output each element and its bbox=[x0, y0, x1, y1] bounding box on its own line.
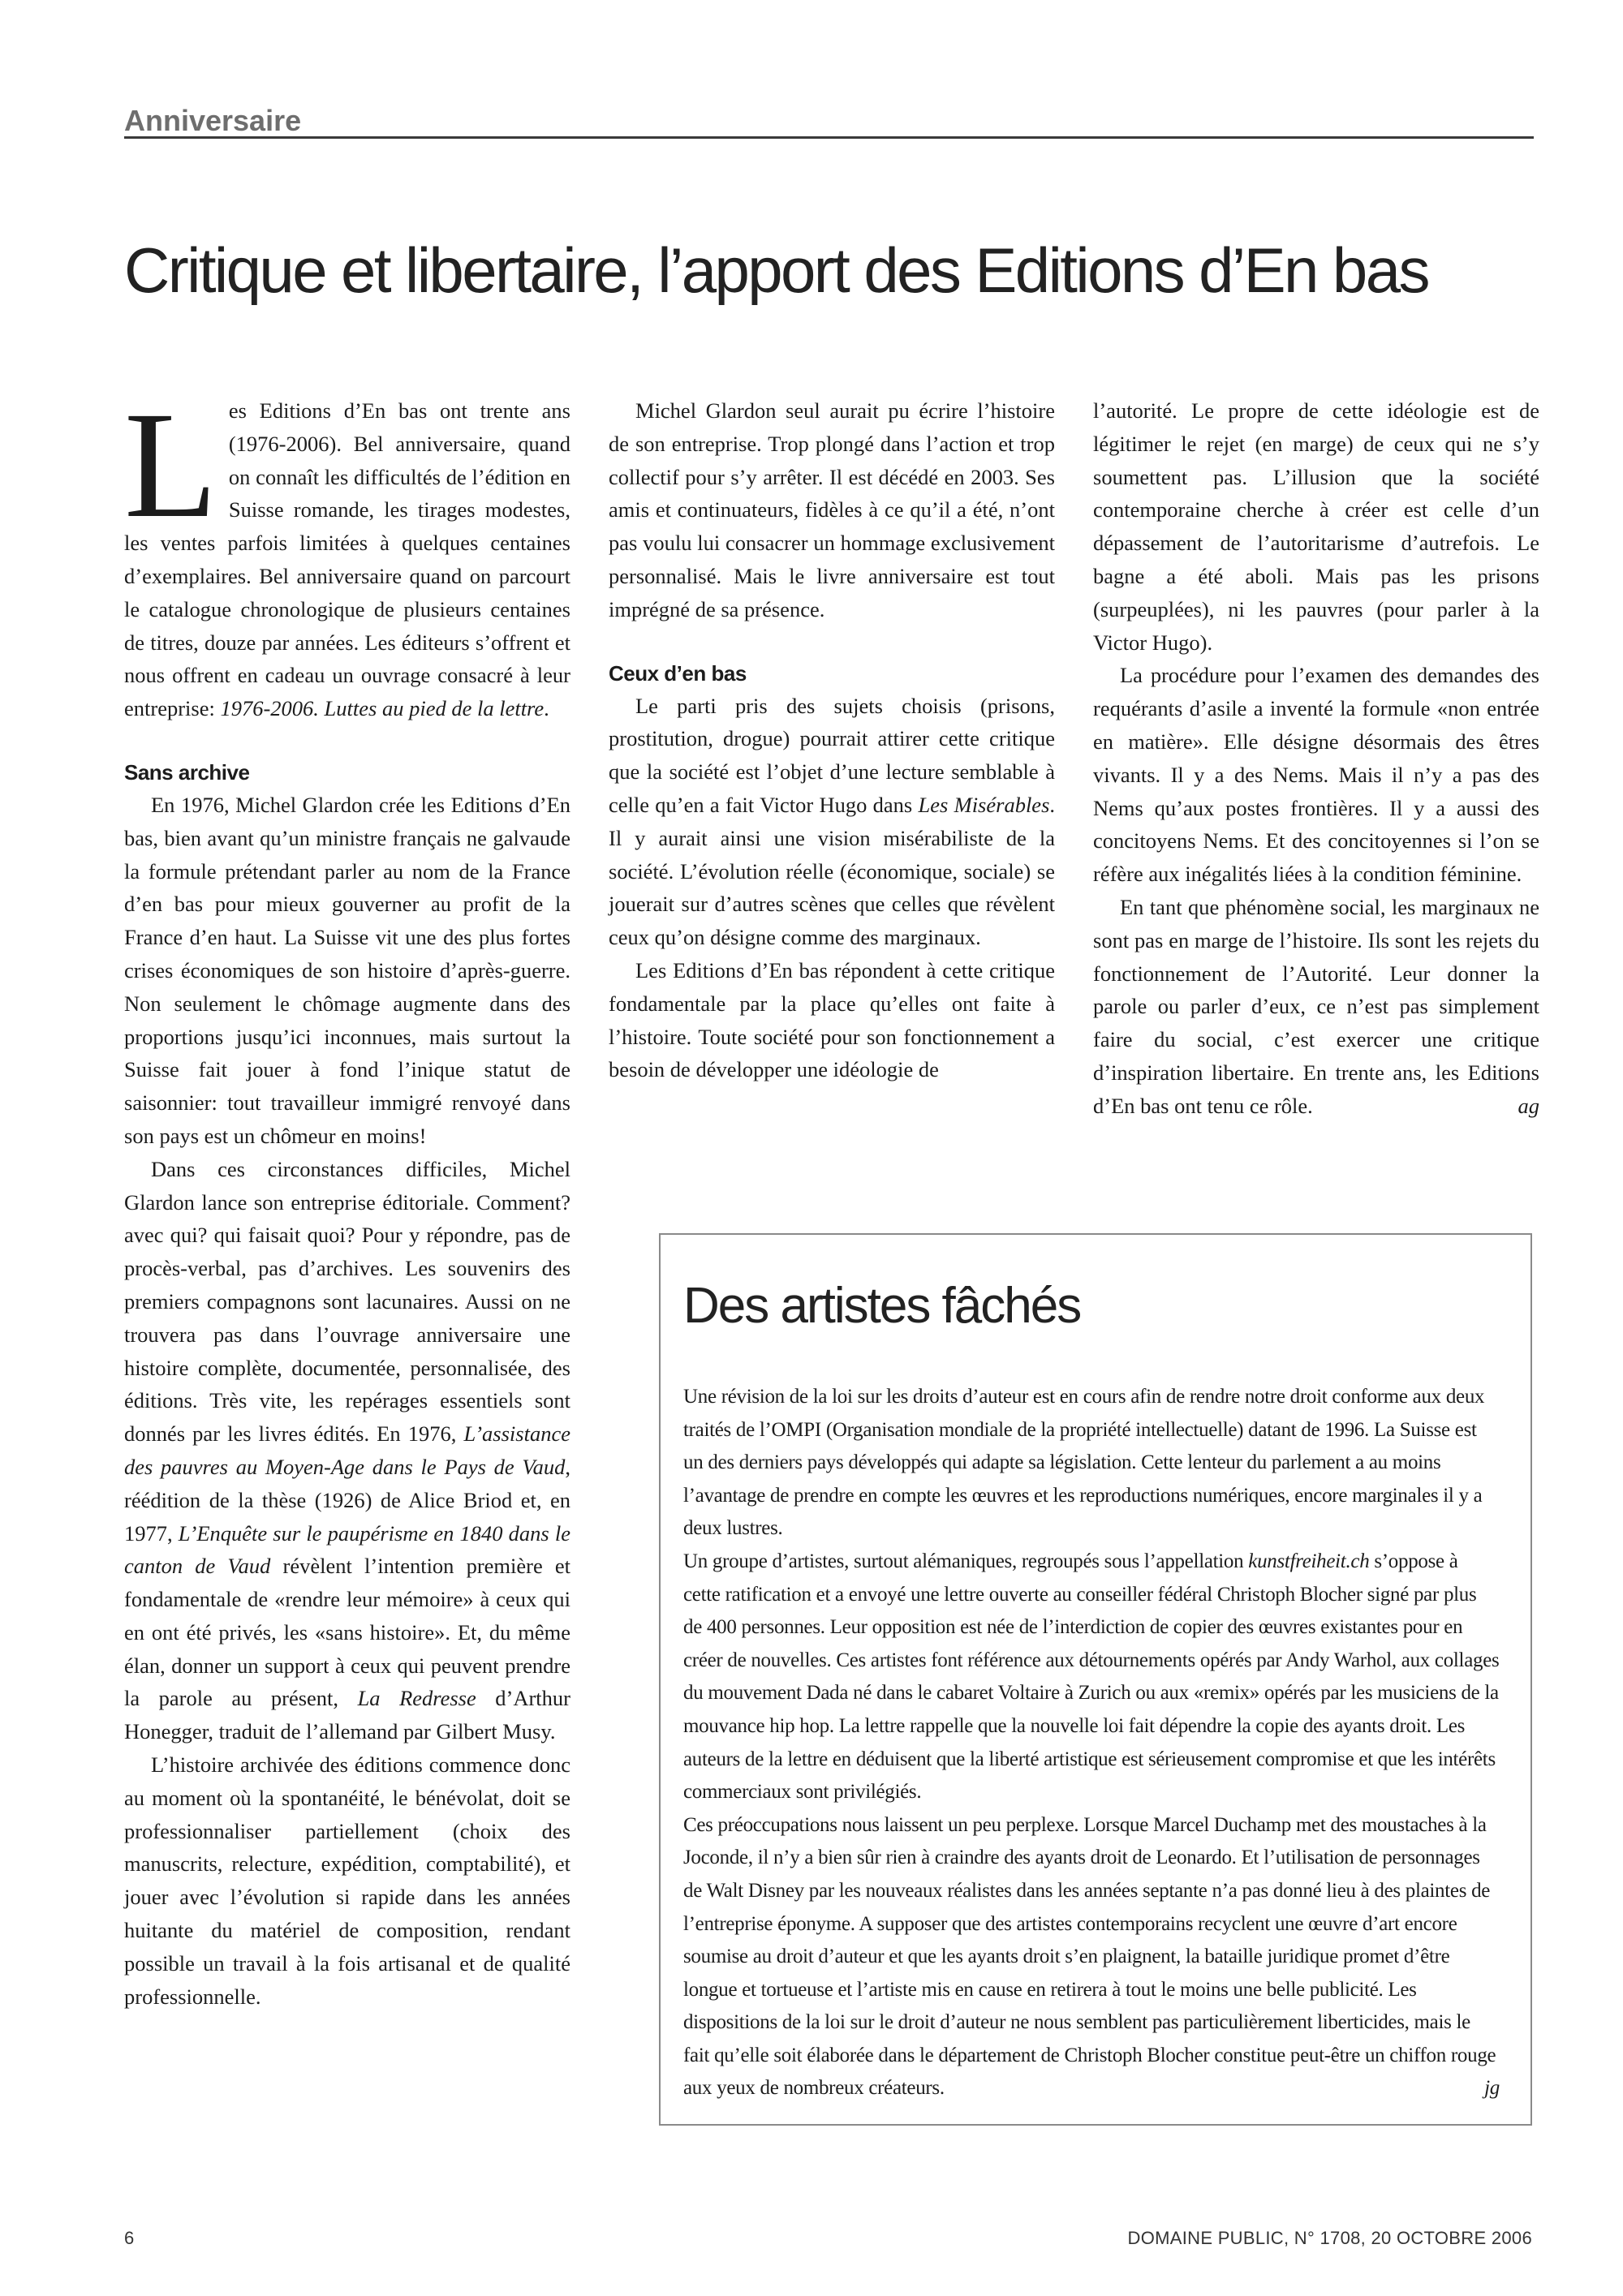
article-column-1 bbox=[124, 380, 570, 2013]
box-signature: jg bbox=[1484, 2077, 1500, 2100]
website-name: kunstfreiheit.ch bbox=[1248, 1550, 1370, 1572]
sidebar-box bbox=[659, 1233, 1532, 2126]
section-label: Anniversaire bbox=[124, 104, 302, 137]
article-column-3 bbox=[1093, 394, 1539, 1123]
book-title: 1976-2006. Luttes au pied de la lettre bbox=[220, 696, 545, 721]
box-body bbox=[683, 1381, 1500, 2105]
paragraph: En 1976, Michel Glardon crée les Editions d’En bas, bien avant qu’un ministre français ne galvaude la formule prétendant parler au nom de la France d’en bas pour mieux gouverner au profit de la France d’en haut. La Suisse vit une des plus fortes crises économiques de son histoire d’après-guerre. Non seulement le chômage augmente dans des proportions jusqu’ici inconnues, mais surtout la Suisse fait jouer à fond l’inique statut de saisonnier: tout travailleur immigré renvoyé dans son pays est un chômeur en moins! bbox=[124, 792, 570, 1148]
book-title: L’assistance des pauvres au Moyen-Age dans le Pays de Vaud bbox=[124, 1421, 570, 1479]
author-signature: ag bbox=[1518, 1093, 1539, 1118]
paragraph: Dans ces circonstances difficiles, Michel Glardon lance son entreprise éditoriale. Comment? avec qui? qui faisait quoi? Pour y répondre, pas de procès-verbal, pas d’archives. Les souvenirs des premiers compagnons sont lacunaires. Aussi on ne trouvera pas dans l’ouvrage anniversaire une histoire complète, documentée, personnalisée, des éditions. Très vite, les repérages essentiels sont donnés par les livres édités. En 1976, L’assistance des pauvres au Moyen-Age dans le Pays de Vaud, réédition de la thèse (1926) de Alice Briod et, en 1977, L’Enquête sur le paupérisme en 1840 dans le canton de Vaud révèlent l’intention première et fondamentale de «rendre leur mémoire» à ceux qui en ont été privés, les «sans histoire». Et, du même élan, donner un support à ceux qui peuvent prendre la parole au présent, La Redresse d’Arthur Honegger, traduit de l’allemand par Gilbert Musy. bbox=[124, 1156, 570, 1744]
article-column-2 bbox=[609, 394, 1055, 1086]
book-title: La Redresse bbox=[357, 1686, 476, 1711]
box-paragraph: Un groupe d’artistes, surtout alémaniques, regroupés sous l’appellation kunstfreiheit.ch s’oppose à cette ratification et a envoyé une lettre ouverte au conseiller fédéral Christoph Blocher signé par plus de 400 personnes. Leur opposition est née de l’interdiction de copier des œuvres existantes pour en créer de nouvelles. Ces artistes font référence aux détournements opérés par Andy Warhol, aux collages du mouvement Dada né dans le cabaret Voltaire à Zurich ou aux «remix» opérés par les musiciens de la mouvance hip hop. La lettre rappelle que la nouvelle loi fait dépendre la copie des ayants droit. Les auteurs de la lettre en déduisent que la liberté artistique est sérieusement compromise et que les intérêts commerciaux sont privilégiés. bbox=[683, 1550, 1500, 1804]
paragraph: Michel Glardon seul aurait pu écrire l’histoire de son entreprise. Trop plongé dans l’action et trop collectif pour s’y arrêter. Il est décédé en 2003. Ses amis et continuateurs, fidèles à ce qu’il a été, n’ont pas voulu lui consacrer un hommage exclusivement personnalisé. Mais le livre anniversaire est tout imprégné de sa présence. bbox=[609, 398, 1055, 621]
subheading-ceux-d-en-bas: Ceux d’en bas bbox=[609, 660, 747, 686]
paragraph: Le parti pris des sujets choisis (prisons, prostitution, drogue) pourrait attirer cette critique que la société est l’objet d’une lecture semblable à celle qu’en a fait Victor Hugo dans Les Misérables. Il y aurait ainsi une vision misérabiliste de la société. L’évolution réelle (économique, sociale) se jouerait sur d’autres scènes que celles que révèlent ceux qu’on désigne comme des marginaux. bbox=[609, 693, 1056, 950]
paragraph: En tant que phénomène social, les marginaux ne sont pas en marge de l’histoire. Ils sont les rejets du fonctionnement de l’Autorité. Leur donner la parole ou parler d’eux, ce n’est pas simplement faire du social, c’est exercer une critique d’inspiration libertaire. En trente ans, les Editions d’En bas ont tenu ce rôle. ag bbox=[1093, 891, 1539, 1123]
paragraph: l’autorité. Le propre de cette idéologie est de légitimer le rejet (en marge) de ceux qui ne s’y soumettent pas. L’illusion que la société contemporaine cherche à créer est celle d’un dépassement de l’autoritarisme d’autrefois. Le bagne a été aboli. Mais pas les prisons (surpeuplées), ni les pauvres (pour parler à la Victor Hugo). bbox=[1093, 398, 1539, 655]
subheading-sans-archive: Sans archive bbox=[124, 759, 250, 785]
box-paragraph: Ces préoccupations nous laissent un peu perplexe. Lorsque Marcel Duchamp met des moustaches à la Joconde, il n’y a bien sûr rien à craindre des ayants droit de Leonardo. Et l’utilisation de personnages de Walt Disney par les nouveaux réalistes dans les années septante n’a pas donné lieu à des plaintes de l’entreprise éponyme. A supposer que des artistes contemporains recyclent une œuvre d’art encore soumise au droit d’auteur et que les ayants droit s’en plaignent, la bataille juridique promet d’être longue et tortueuse et l’artiste mis en cause en retirera à tout le moins une belle publicité. Les dispositions de la loi sur le droit d’auteur ne nous semblent pas particulièrement liberticides, mais le fait qu’elle soit élaborée dans le département de Christoph Blocher constitue peut-être un chiffon rouge aux yeux de nombreux créateurs. jg bbox=[683, 1809, 1500, 2105]
intro-paragraph: Les Editions d’En bas ont trente ans (1976-2006). Bel anniversaire, quand on connaît les difficultés de l’édition en Suisse romande, les tirages modestes, les ventes parfois limitées à quelques centaines d’exemplaires. Bel anniversaire quand on parcourt le catalogue chronologique de plusieurs centaines de titres, douze par années. Les éditeurs s’offrent et nous offrent en cadeau un ouvrage consacré à leur entreprise: 1976-2006. Luttes au pied de la lettre. bbox=[124, 380, 570, 721]
paragraph: L’histoire archivée des éditions commence donc au moment où la spontanéité, le bénévolat, doit se professionnaliser partiellement (choix des manuscrits, relecture, expédition, comptabilité), et jouer avec l’évolution si rapide dans les années huitante du matériel de composition, rendant possible un travail à la fois artisanal et de qualité professionnelle. bbox=[124, 1752, 570, 2009]
book-title: Les Misérables bbox=[918, 792, 1050, 817]
box-paragraph: Une révision de la loi sur les droits d’auteur est en cours afin de rendre notre droit conforme aux deux traités de l’OMPI (Organisation mondiale de la propriété intellectuelle) datant de 1996. La Suisse est un des derniers pays développés qui adapte sa législation. Cette lenteur du parlement a au moins l’avantage de prendre en compte les œuvres et les reproductions numériques, encore marginales il y a deux lustres. bbox=[683, 1386, 1485, 1540]
book-title: L’Enquête sur le paupérisme en 1840 dans le canton de Vaud bbox=[124, 1520, 570, 1579]
drop-cap: L bbox=[124, 380, 217, 549]
publication-issue: DOMAINE PUBLIC, N° 1708, 20 OCTOBRE 2006 bbox=[1127, 2228, 1532, 2248]
paragraph: Les Editions d’En bas répondent à cette critique fondamentale par la place qu’elles ont faite à l’histoire. Toute société pour son fonctionnement a besoin de développer une idéologie de bbox=[609, 957, 1055, 1082]
page-number: 6 bbox=[124, 2228, 135, 2248]
section-header bbox=[124, 104, 1534, 139]
paragraph: La procédure pour l’examen des demandes des requérants d’asile a inventé la formule «non entrée en matière». Elle désigne désormais des êtres vivants. Il y a des Nems. Mais il n’y a pas des Nems qu’aux postes frontières. Il y a aussi des concitoyens Nems. Et des concitoyennes si l’on se réfère aux inégalités liées à la condition féminine. bbox=[1093, 663, 1539, 887]
box-title: Des artistes fâchés bbox=[683, 1278, 1081, 1334]
article-title: Critique et libertaire, l’apport des Editions d’En bas bbox=[124, 234, 1428, 306]
